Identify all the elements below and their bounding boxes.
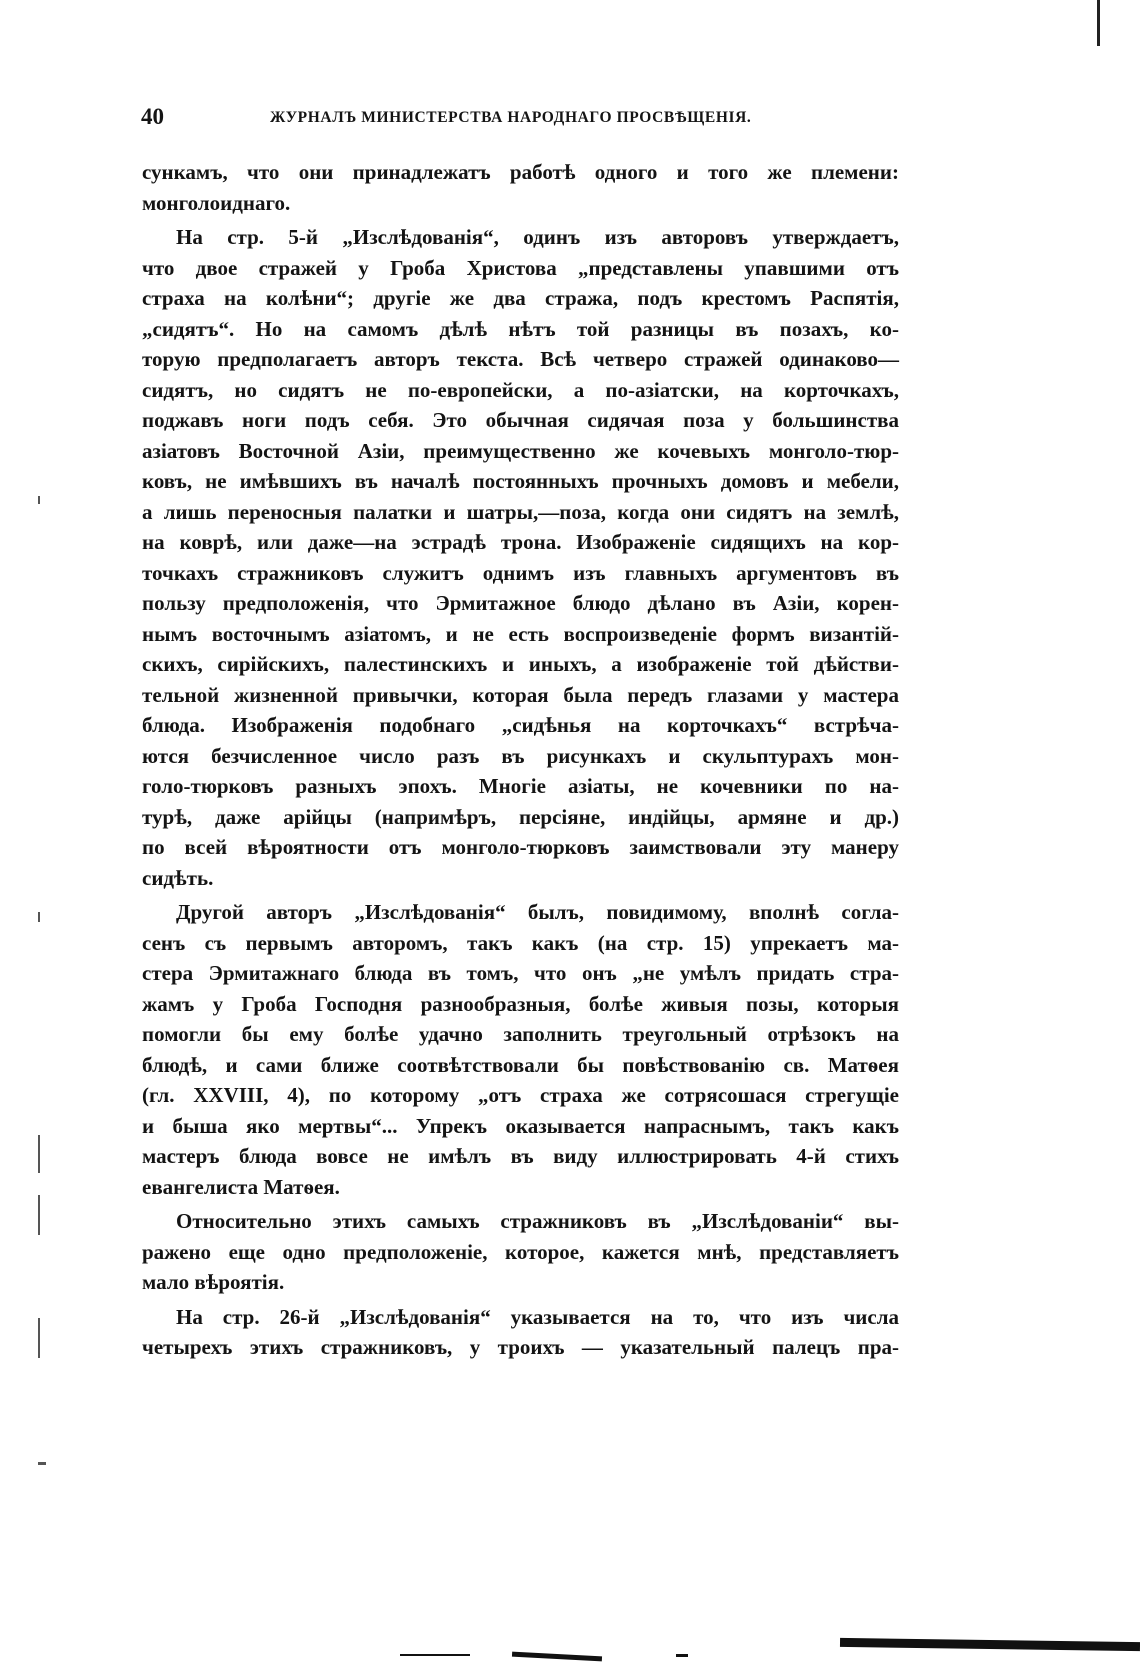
margin-mark [38,1318,40,1358]
margin-mark [38,1135,40,1173]
text-line: блюдѣ, и сами ближе соотвѣтствовали бы повѣствованію св. Матѳея [142,1052,899,1077]
text-line: (гл. XXVIII, 4), по которому „отъ страха же сотрясошася стрегущіе [142,1083,899,1107]
text-line: торую предполагаетъ авторъ текста. Всѣ четверо стражей одинаково— [142,347,899,371]
text-line: нымъ восточнымъ азіатомъ, и не есть воспроизведеніе формъ византій- [142,621,899,646]
margin-mark [38,1195,40,1235]
text-line: а лишь переносныя палатки и шатры,—поза, когда они сидятъ на землѣ, [142,499,899,524]
margin-mark [38,912,40,922]
text-line: четырехъ этихъ стражниковъ, у троихъ — указательный палецъ пра- [142,1335,899,1359]
text-line: жамъ у Гроба Господня разнообразныя, болѣе живыя позы, которыя [142,991,899,1016]
text-line: ковъ, не имѣвшихъ въ началѣ постоянныхъ прочныхъ домовъ и мебели, [142,469,899,493]
text-line: страха на колѣни“; другіе же два стража, подъ крестомъ Распятія, [142,286,899,310]
text-line: что двое стражей у Гроба Христова „представлены упавшими отъ [142,255,899,280]
margin-mark [38,496,40,504]
text-line: „сидятъ“. Но на самомъ дѣлѣ нѣтъ той разницы въ позахъ, ко- [142,316,899,341]
scan-smudge [840,1638,1140,1651]
text-line: монголоиднаго. [142,190,291,215]
binding-edge-line [1097,0,1100,46]
text-line: евангелиста Матѳея. [142,1174,340,1199]
text-line: и быша яко мертвы“... Упрекъ оказывается напраснымъ, такъ какъ [142,1113,899,1138]
text-line: азіатовъ Восточной Азіи, преимущественно же кочевыхъ монголо-тюр- [142,438,899,463]
body-text [142,157,899,1363]
text-line: сункамъ, что они принадлежатъ работѣ одного и того же племени: [142,160,899,184]
text-line: на коврѣ, или даже—на эстрадѣ трона. Изображеніе сидящихъ на кор- [142,530,899,554]
text-line: тельной жизненной привычки, которая была передъ глазами у мастера [142,682,899,707]
text-line: На стр. 26-й „Изслѣдованія“ указывается на то, что изъ числа [176,1304,899,1329]
text-line: сидѣть. [142,865,214,890]
text-line: по всей вѣроятности отъ монголо-тюрковъ заимствовали эту манеру [142,835,899,859]
text-line: блюда. Изображенія подобнаго „сидѣнья на корточкахъ“ встрѣча- [142,713,899,737]
text-line: голо-тюрковъ разныхъ эпохъ. Многіе азіаты, не кочевники по на- [142,774,899,798]
scan-smudge [400,1654,470,1656]
text-line: На стр. 5-й „Изслѣдованія“, одинъ изъ авторовъ утверждаетъ, [176,225,899,249]
text-line: мало вѣроятія. [142,1270,285,1294]
text-line: Другой авторъ „Изслѣдованія“ былъ, повидимому, вполнѣ согла- [176,900,899,924]
page-number: 40 [141,104,164,129]
text-line: пользу предположенія, что Эрмитажное блюдо дѣлано въ Азіи, корен- [142,591,899,615]
text-line: помогли бы ему болѣе удачно заполнить треугольный отрѣзокъ на [142,1022,899,1046]
text-line: ются безчисленное число разъ въ рисункахъ и скульптурахъ мон- [142,743,899,768]
text-line: сидятъ, но сидятъ не по-европейски, а по-азіатски, на корточкахъ, [142,377,899,402]
text-line: ражено еще одно предположеніе, которое, кажется мнѣ, представляетъ [142,1239,899,1264]
text-line: сенъ съ первымъ авторомъ, такъ какъ (на стр. 15) упрекаетъ ма- [142,930,899,955]
text-line: поджавъ ноги подъ себя. Это обычная сидячая поза у большинства [142,408,899,432]
text-line: точкахъ стражниковъ служитъ однимъ изъ главныхъ аргументовъ въ [142,560,899,585]
text-line: Относительно этихъ самыхъ стражниковъ въ „Изслѣдованіи“ вы- [176,1209,899,1233]
text-line: стера Эрмитажнаго блюда въ томъ, что онъ „не умѣлъ придать стра- [142,961,899,985]
text-line: турѣ, даже арійцы (напримѣръ, персіяне, индійцы, армяне и др.) [142,804,899,829]
margin-mark [38,1462,46,1465]
text-line: скихъ, сирійскихъ, палестинскихъ и иныхъ, а изображеніе той дѣйстви- [142,652,899,676]
scan-smudge [676,1654,688,1657]
running-title: ЖУРНАЛЪ МИНИСТЕРСТВА НАРОДНАГО ПРОСВѢЩЕНІЯ. [270,109,752,126]
text-line: мастеръ блюда вовсе не имѣлъ въ виду иллюстрировать 4-й стихъ [142,1144,899,1168]
scan-smudge [512,1652,602,1662]
